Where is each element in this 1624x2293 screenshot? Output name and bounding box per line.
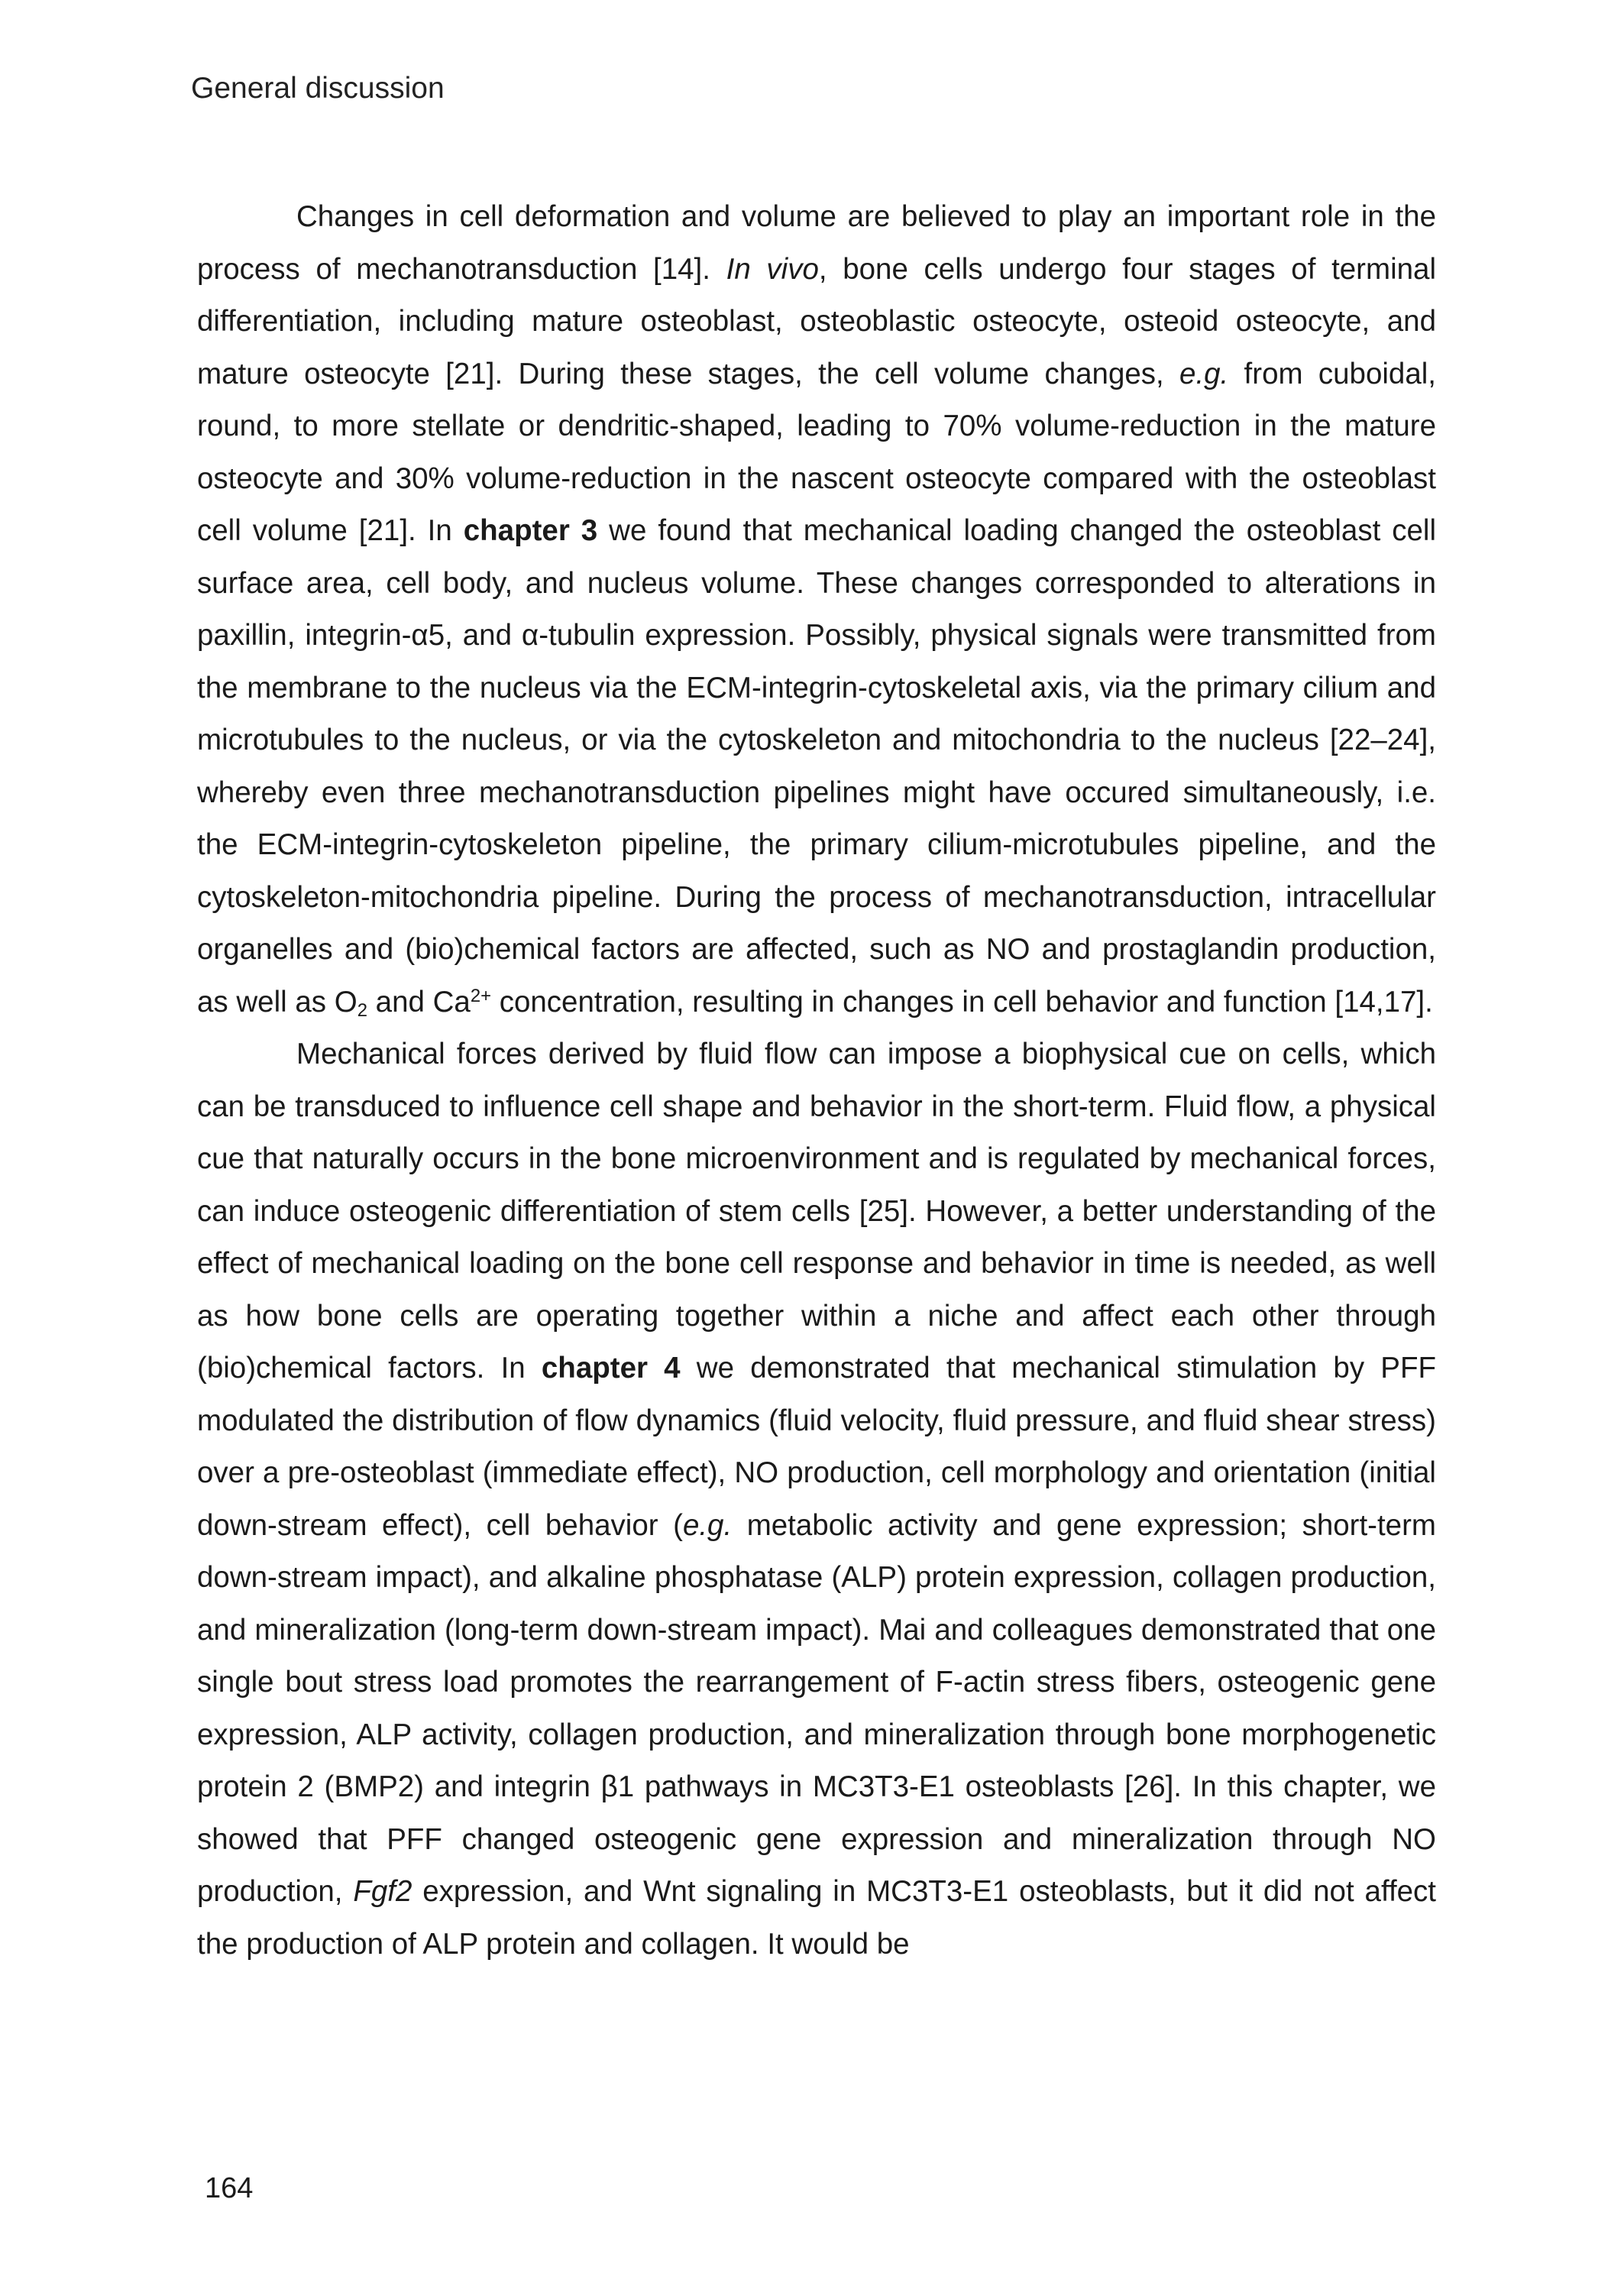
body-text <box>197 191 1436 1971</box>
text-run: expression, and Wnt signaling in MC3T3-E1 osteoblasts, but it did not affect the production of ALP protein and collagen. It would be <box>197 1875 1436 1961</box>
page-number: 164 <box>205 2172 254 2204</box>
italic-run: e.g. <box>1179 357 1229 390</box>
text-run: we found that mechanical loading changed the osteoblast cell surface area, cell body, and nucleus volume. These changes corresponded to alterations in paxillin, integrin-α5, and α-tubulin expression. Possibly, physical signals were transmitted from the membrane to the nucleus via the ECM-integrin-cytoskeletal axis, via the primary cilium and microtubules to the nucleus, or via the cytoskeleton and mitochondria to the nucleus [22–24], whereby even three mechanotransduction pipelines might have occured simultaneously, i.e. the ECM-integrin-cytoskeleton pipeline, the primary cilium-microtubules pipeline, and the cytoskeleton-mitochondria pipeline. During the process of mechanotransduction, intracellular organelles and (bio)chemical factors are affected, such as NO and prostaglandin production, as well as O <box>197 514 1437 1019</box>
italic-run: e.g. <box>682 1508 733 1542</box>
subscript: 2 <box>357 999 367 1021</box>
italic-run: In vivo <box>726 252 819 286</box>
paragraph-1 <box>197 191 1436 1028</box>
text-run: , bone cells undergo four stages of terminal differentiation, including mature osteoblast, osteoblastic osteocyte, osteoid osteocyte, and mature osteocyte [21]. During these stages, the cell volume changes, <box>197 252 1437 390</box>
italic-gene-name: Fgf2 <box>353 1875 412 1908</box>
text-run: and Ca <box>367 985 471 1019</box>
text-run: we demonstrated that mechanical stimulation by PFF modulated the distribution of flow dynamics (fluid velocity, fluid pressure, and fluid shear stress) over a pre-osteoblast (immediate effect), NO production, cell morphology and orientation (initial down-stream effect), cell behavior ( <box>197 1352 1436 1542</box>
running-header: General discussion <box>191 72 445 105</box>
paragraph-2 <box>197 1028 1436 1971</box>
text-run: concentration, resulting in changes in cell behavior and function [14,17]. <box>491 985 1433 1019</box>
text-run: metabolic activity and gene expression; short-term down-stream impact), and alkaline phosphatase (ALP) protein expression, collagen production, and mineralization (long-term down-stream impact). Mai and colleagues demonstrated that one single bout stress load promotes the rearrangement of F-actin stress fibers, osteogenic gene expression, ALP activity, collagen production, and mineralization through bone morphogenetic protein 2 (BMP2) and integrin β1 pathways in MC3T3-E1 osteoblasts [26]. In this chapter, we showed that PFF changed osteogenic gene expression and mineralization through NO production, <box>197 1508 1436 1908</box>
superscript: 2+ <box>470 985 492 1006</box>
text-run: from cuboidal, round, to more stellate or dendritic-shaped, leading to 70% volume-reduction in the mature osteocyte and 30% volume-reduction in the nascent osteocyte compared with the osteoblast cell volume [21]. In <box>197 357 1436 547</box>
bold-chapter-ref: chapter 4 <box>541 1352 681 1385</box>
bold-chapter-ref: chapter 3 <box>463 514 598 547</box>
text-run: Changes in cell deformation and volume are believed to play an important role in the process of mechanotransduction [14]. <box>197 200 1436 286</box>
text-run: Mechanical forces derived by fluid flow can impose a biophysical cue on cells, which can be transduced to influence cell shape and behavior in the short-term. Fluid flow, a physical cue that naturally occurs in the bone microenvironment and is regulated by mechanical forces, can induce osteogenic differentiation of stem cells [25]. However, a better understanding of the effect of mechanical loading on the bone cell response and behavior in time is needed, as well as how bone cells are operating together within a niche and affect each other through (bio)chemical factors. In <box>197 1038 1436 1385</box>
